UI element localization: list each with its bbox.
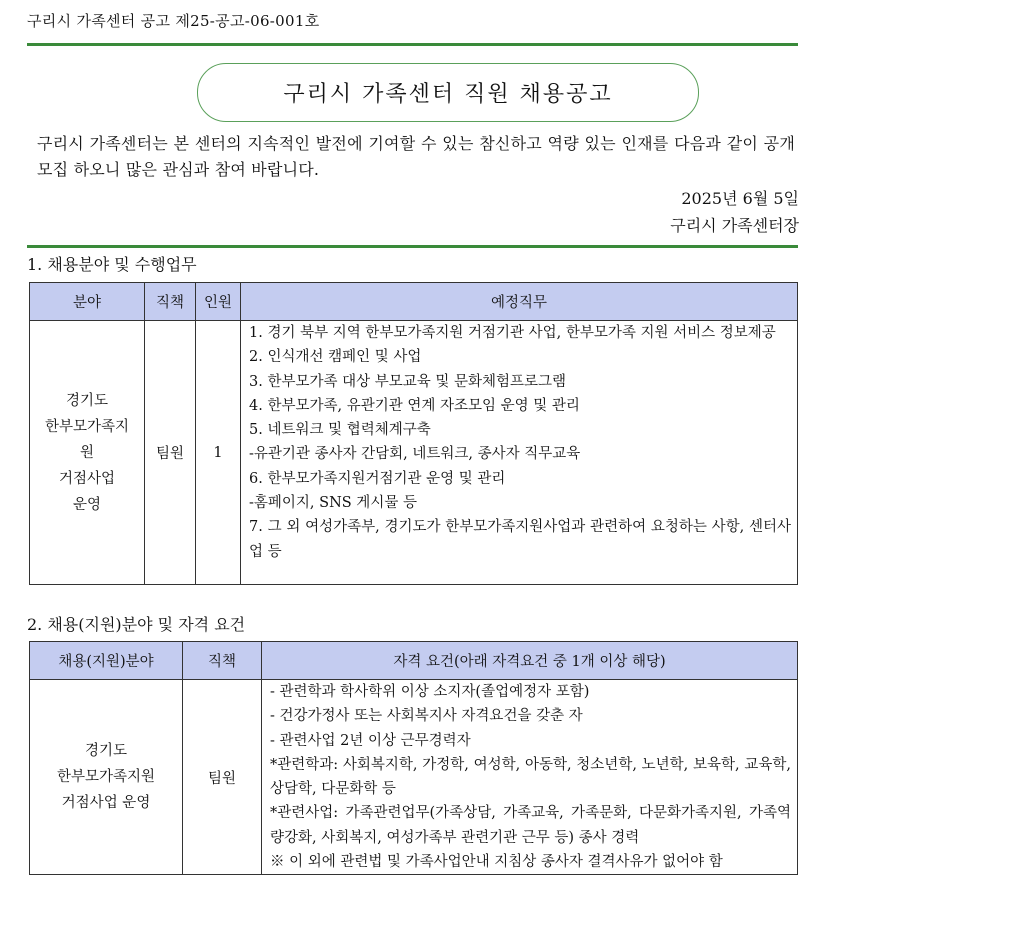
requirement-item: ※ 이 외에 관련법 및 가족사업안내 지침상 종사자 결격사유가 없어야 함 [270, 854, 723, 871]
field-line: 거점사업 [58, 470, 116, 487]
header-field: 채용(지원)분야 [30, 642, 183, 680]
field-cell [30, 321, 145, 585]
field-line: 한부모가족지원 [56, 769, 156, 786]
duty-item: 1. 경기 북부 지역 한부모가족지원 거점기관 사업, 한부모가족 지원 서비스 정보제공 [249, 325, 776, 341]
requirement-item: *관련학과: 사회복지학, 가정학, 여성학, 아동학, 청소년학, 노년학, 보육학, 교육학, 상담학, 다문화학 등 [270, 756, 791, 798]
position-cell: 팀원 [145, 321, 196, 585]
field-cell [30, 680, 183, 875]
requirement-item: - 관련학과 학사학위 이상 소지자(졸업예정자 포함) [270, 684, 590, 700]
duties-cell [241, 321, 798, 585]
section-divider [27, 245, 798, 248]
duty-item: 3. 한부모가족 대상 부모교육 및 문화체험프로그램 [249, 373, 567, 390]
field-line: 경기도 [84, 743, 128, 760]
requirements-cell [262, 680, 798, 875]
requirement-item: - 관련사업 2년 이상 근무경력자 [270, 732, 471, 749]
requirement-item: *관련사업: 가족관련업무(가족상담, 가족교육, 가족문화, 다문화가족지원, 가족역량강화, 사회복지, 여성가족부 관련기관 근무 등) 종사 경력 [270, 805, 791, 846]
table-header-row [30, 642, 798, 680]
duty-item: 4. 한부모가족, 유관기관 연계 자조모임 운영 및 관리 [249, 397, 580, 414]
table-row [30, 680, 798, 875]
requirement-item: - 건강가정사 또는 사회복지사 자격요건을 갖춘 자 [270, 708, 583, 725]
field-line: 경기도 [65, 392, 109, 409]
announcement-date: 2025년 6월 5일 [681, 189, 799, 208]
position-cell: 팀원 [183, 680, 262, 875]
field-line: 운영 [72, 496, 101, 513]
page-title: 구리시 가족센터 직원 채용공고 [197, 63, 699, 122]
issuer-name: 구리시 가족센터장 [670, 216, 799, 235]
field-line: 거점사업 운영 [61, 795, 151, 812]
table-row [30, 321, 798, 585]
intro-paragraph: 구리시 가족센터는 본 센터의 지속적인 발전에 기여할 수 있는 참신하고 역량 있는 인재를 다음과 같이 공개 모집 하오니 많은 관심과 참여 바랍니다. [37, 134, 795, 179]
count-cell: 1 [196, 321, 241, 585]
field-line: 원 [79, 444, 94, 461]
requirements-table [29, 641, 798, 875]
header-position: 직책 [183, 642, 262, 680]
duty-item: -홈페이지, SNS 게시물 등 [249, 495, 417, 512]
duty-item: 5. 네트워크 및 협력체계구축 [249, 422, 431, 439]
header-field: 분야 [30, 283, 145, 321]
notice-number: 구리시 가족센터 공고 제25-공고-06-001호 [27, 12, 320, 30]
duty-item: 7. 그 외 여성가족부, 경기도가 한부모가족지원사업과 관련하여 요청하는 사항, 센터사업 등 [249, 519, 791, 560]
table-header-row [30, 283, 798, 321]
section2-title: 2. 채용(지원)분야 및 자격 요건 [27, 615, 246, 634]
header-requirements: 자격 요건(아래 자격요건 중 1개 이상 해당) [262, 642, 798, 680]
top-divider [27, 43, 798, 46]
section1-title: 1. 채용분야 및 수행업무 [27, 255, 197, 274]
duty-item: 2. 인식개선 캠페인 및 사업 [249, 349, 422, 366]
header-count: 인원 [196, 283, 241, 321]
header-duties: 예정직무 [241, 283, 798, 321]
duty-item: -유관기관 종사자 간담회, 네트워크, 종사자 직무교육 [249, 446, 581, 463]
duty-item: 6. 한부모가족지원거점기관 운영 및 관리 [249, 470, 506, 487]
field-line: 한부모가족지 [44, 418, 130, 435]
header-position: 직책 [145, 283, 196, 321]
duties-table [29, 282, 798, 585]
